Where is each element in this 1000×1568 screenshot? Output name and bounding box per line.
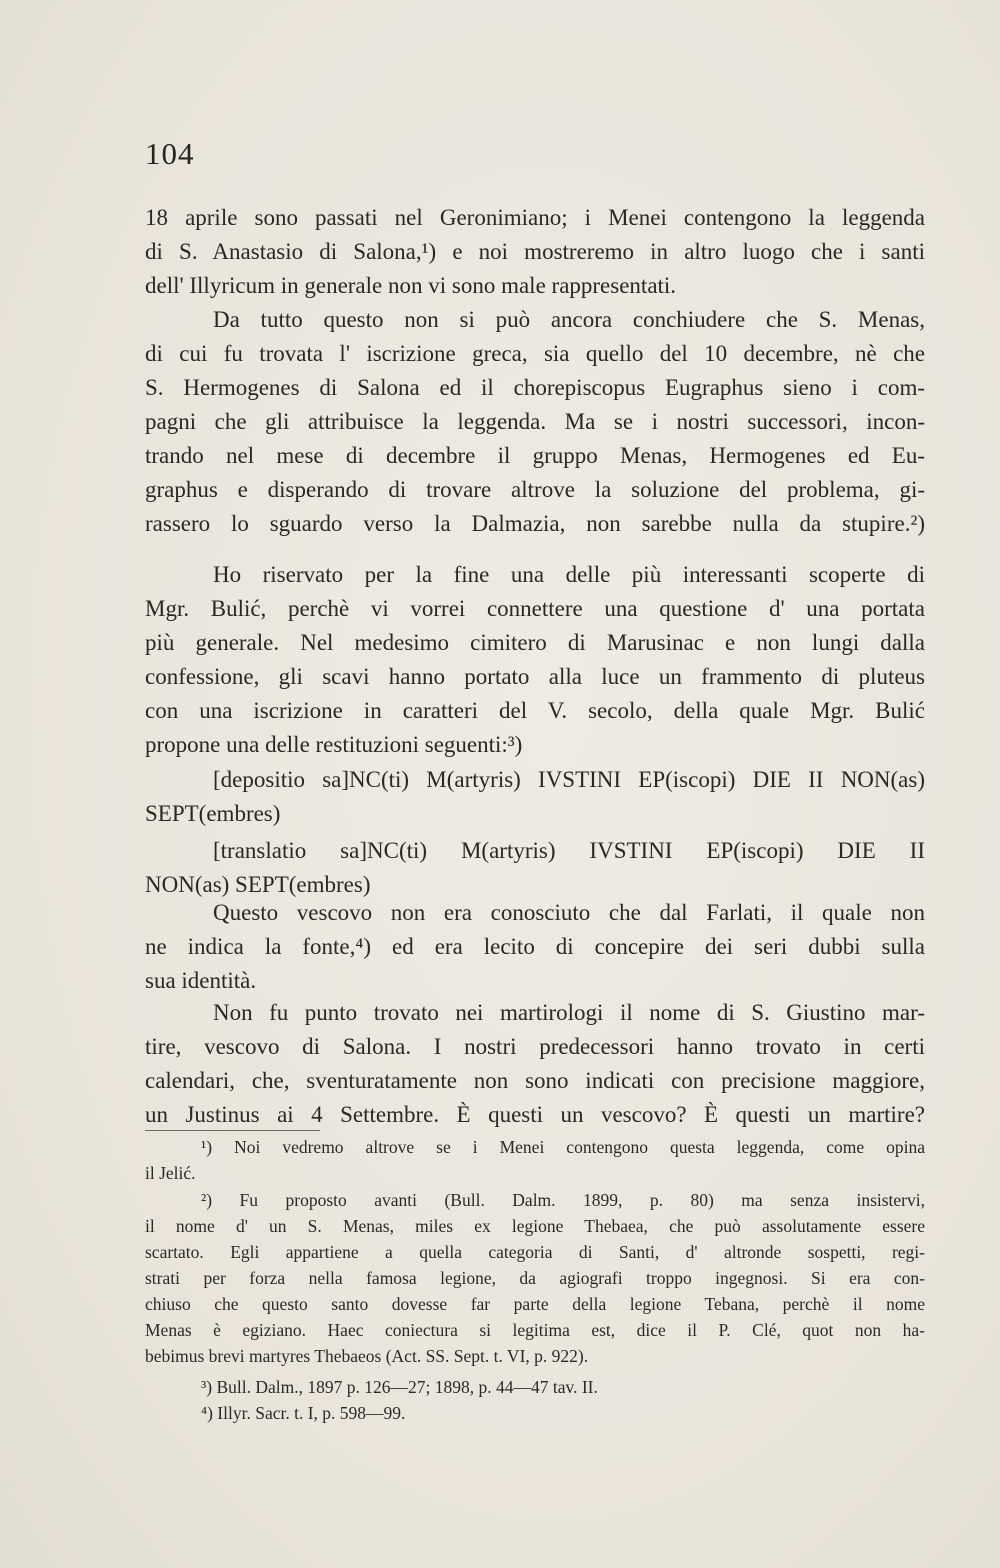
footnote-line: chiuso che questo santo dovesse far parte della legione Tebana, perchè il nome bbox=[145, 1294, 925, 1314]
footnote-line: il nome d' un S. Menas, miles ex legione Thebaea, che può assolutamente essere bbox=[145, 1216, 925, 1236]
inscription-line: NON(as) SEPT(embres) bbox=[145, 872, 371, 897]
text-line: confessione, gli scavi hanno portato alla luce un frammento di pluteus bbox=[145, 664, 925, 689]
footnote-rule bbox=[145, 1130, 320, 1131]
text-line: con una iscrizione in caratteri del V. secolo, della quale Mgr. Bulić bbox=[145, 698, 925, 723]
text-line: Mgr. Bulić, perchè vi vorrei connettere una questione d' una portata bbox=[145, 596, 925, 621]
inscription-line: [translatio sa]NC(ti) M(artyris) IVSTINI EP(iscopi) DIE II bbox=[213, 838, 925, 863]
text-line: rassero lo sguardo verso la Dalmazia, non sarebbe nulla da stupire.²) bbox=[145, 511, 925, 536]
text-line: Non fu punto trovato nei martirologi il nome di S. Giustino mar- bbox=[213, 1000, 925, 1025]
text-line: più generale. Nel medesimo cimitero di Marusinac e non lungi dalla bbox=[145, 630, 925, 655]
inscription-line: SEPT(embres) bbox=[145, 801, 281, 826]
text-line: di cui fu trovata l' iscrizione greca, sia quello del 10 decembre, nè che bbox=[145, 341, 925, 366]
page-number: 104 bbox=[145, 136, 195, 171]
text-line: S. Hermogenes di Salona ed il chorepiscopus Eugraphus sieno i com- bbox=[145, 375, 925, 400]
text-line: pagni che gli attribuisce la leggenda. Ma se i nostri successori, incon- bbox=[145, 409, 925, 434]
text-line: tire, vescovo di Salona. I nostri predecessori hanno trovato in certi bbox=[145, 1034, 925, 1059]
footnote-line: ¹) Noi vedremo altrove se i Menei contengono questa leggenda, come opina bbox=[201, 1137, 925, 1157]
footnote-line: il Jelić. bbox=[145, 1163, 196, 1183]
text-line: un Justinus ai 4 Settembre. È questi un vescovo? È questi un martire? bbox=[145, 1102, 925, 1127]
footnote-line: bebimus brevi martyres Thebaeos (Act. SS. Sept. t. VI, p. 922). bbox=[145, 1346, 589, 1366]
footnote-line: Menas è egiziano. Haec coniectura si legitima est, dice il P. Clé, quot non ha- bbox=[145, 1320, 925, 1340]
text-line: ne indica la fonte,⁴) ed era lecito di concepire dei seri dubbi sulla bbox=[145, 934, 925, 959]
footnote-line: scartato. Egli appartiene a quella categoria di Santi, d' altronde sospetti, regi- bbox=[145, 1242, 925, 1262]
footnote-line: ²) Fu proposto avanti (Bull. Dalm. 1899, p. 80) ma senza insistervi, bbox=[201, 1190, 925, 1210]
inscription-line: [depositio sa]NC(ti) M(artyris) IVSTINI EP(iscopi) DIE II NON(as) bbox=[213, 767, 925, 792]
footnote-line: ⁴) Illyr. Sacr. t. I, p. 598—99. bbox=[201, 1403, 406, 1423]
footnote-line: ³) Bull. Dalm., 1897 p. 126—27; 1898, p. 44—47 tav. II. bbox=[201, 1377, 598, 1397]
text-line: sua identità. bbox=[145, 968, 257, 993]
text-line: propone una delle restituzioni seguenti:³) bbox=[145, 732, 523, 757]
footnote-line: strati per forza nella famosa legione, da agiografi troppo ingegnosi. Si era con- bbox=[145, 1268, 925, 1288]
text-line: trando nel mese di decembre il gruppo Menas, Hermogenes ed Eu- bbox=[145, 443, 925, 468]
text-line: 18 aprile sono passati nel Geronimiano; i Menei contengono la leggenda bbox=[145, 205, 925, 230]
text-line: graphus e disperando di trovare altrove la soluzione del problema, gi- bbox=[145, 477, 925, 502]
text-line: Questo vescovo non era conosciuto che dal Farlati, il quale non bbox=[213, 900, 925, 925]
text-line: dell' Illyricum in generale non vi sono male rappresentati. bbox=[145, 273, 677, 298]
text-line: calendari, che, sventuratamente non sono indicati con precisione maggiore, bbox=[145, 1068, 925, 1093]
text-line: di S. Anastasio di Salona,¹) e noi mostreremo in altro luogo che i santi bbox=[145, 239, 925, 264]
text-line: Da tutto questo non si può ancora conchiudere che S. Menas, bbox=[213, 307, 925, 332]
text-line: Ho riservato per la fine una delle più interessanti scoperte di bbox=[213, 562, 925, 587]
